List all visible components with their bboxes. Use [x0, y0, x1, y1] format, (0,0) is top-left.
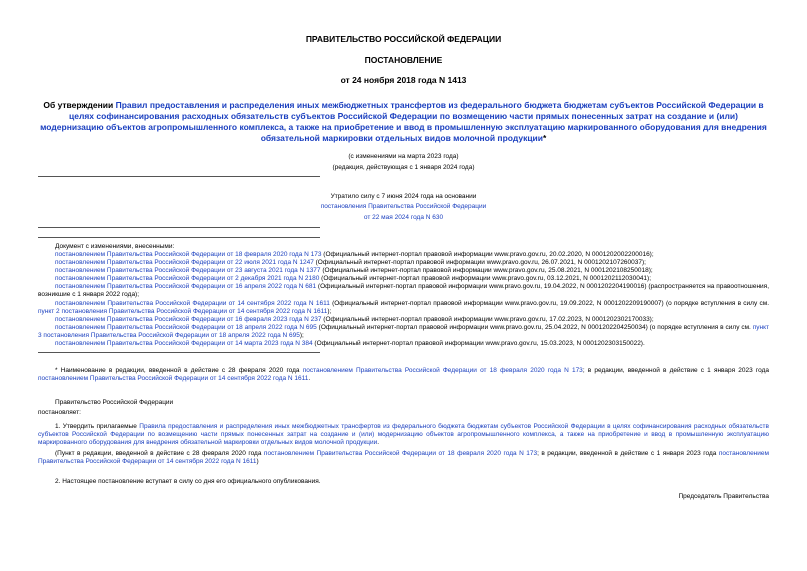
note-link-173[interactable]: постановлением Правительства Российской Федерации от 18 февраля 2020 года N 173 [263, 450, 538, 458]
title-rules-link[interactable]: Правил предоставления и распределения иных межбюджетных трансфертов из федерального бюджета бюджетам субъектов Российской Федерации в целях софинансирования расходных обязательств субъектов Российской Федерации по возмещению части прямых понесенных затрат на создание и (или) модернизацию объектов агропромышленного комплекса, а также на приобретение и ввод в промышленную эксплуатацию маркированного оборудования для внедрения обязательной маркировки отдельных видов молочной продукции [40, 99, 767, 144]
signature: Председатель Правительства [678, 492, 769, 500]
amendment-text: (Официальный интернет-портал правовой информации www.pravo.gov.ru, 19.09.2022, N 0001202209190007) (о порядке вступления в силу см. [329, 299, 770, 307]
amendment-text: (Официальный интернет-портал правовой информации www.pravo.gov.ru, 03.12.2021, N 0001202112030041); [319, 275, 652, 283]
clause-2: 2. Настоящее постановление вступает в силу со дня его официального опубликования. [55, 478, 321, 486]
amendment-text: (Официальный интернет-портал правовой информации www.pravo.gov.ru, 15.03.2023, N 0001202303150022). [312, 340, 645, 348]
divider [38, 237, 320, 238]
footnote-text: * Наименование в редакции, введенной в действие с 28 февраля 2020 года [55, 367, 303, 375]
amendment-text: (Официальный интернет-портал правовой информации www.pravo.gov.ru, 25.08.2021, N 0001202108250018); [320, 267, 653, 275]
amendment-link[interactable]: постановлением Правительства Российской Федерации от 16 февраля 2023 года N 237 [55, 315, 322, 323]
divider [38, 227, 320, 228]
footnote-text: . [308, 375, 311, 383]
clause-1-note [38, 450, 769, 466]
doc-type: ПОСТАНОВЛЕНИЕ [364, 54, 443, 65]
amendment-link[interactable]: постановлением Правительства Российской Федерации от 14 сентября 2022 года N 1611 [55, 299, 330, 307]
amendment-item [55, 340, 769, 348]
footnote-link-1611[interactable]: постановлением Правительства Российской Федерации от 14 сентября 2022 года N 1611 [38, 375, 309, 383]
amendment-text: (Официальный интернет-портал правовой информации www.pravo.gov.ru, 19.04.2022, N 0001202204190016) (распространяется на правоотношения, возникшие с 1 января 2022 года); [38, 283, 770, 299]
expired-link-2[interactable]: от 22 мая 2024 года N 630 [363, 213, 444, 221]
clause-1-rules-link[interactable]: Правила предоставления и распределения иных межбюджетных трансфертов из федерального бюджета бюджетам субъектов Российской Федерации в целях софинансирования расходных обязательств субъектов Российской Федерации по возмещению части прямых понесенных затрат на создание и (или) модернизацию объектов агропромышленного комплекса, а также на приобретение и ввод в промышленную эксплуатацию маркированного оборудования для внедрения обязательной маркировки отдельных видов молочной продукции [38, 422, 769, 447]
divider [38, 352, 320, 353]
footnote-text: ; в редакции, введенной в действие с 1 января 2023 года [582, 367, 770, 375]
amendments-intro: Документ с изменениями, внесенными: [55, 242, 175, 250]
amendment-link[interactable]: постановлением Правительства Российской Федерации от 22 июля 2021 года N 1247 [55, 258, 314, 266]
amendment-text: ); [327, 307, 332, 315]
amendment-text: (Официальный интернет-портал правовой информации www.pravo.gov.ru, 26.07.2021, N 0001202107260037); [313, 258, 646, 266]
footnote [38, 367, 769, 383]
amendment-link-secondary[interactable]: пункт 3 постановления Правительства Российской Федерации от 18 апреля 2022 года N 695 [38, 323, 769, 340]
amendment-link[interactable]: постановлением Правительства Российской Федерации от 23 августа 2021 года N 1377 [55, 267, 321, 275]
footnote-link-173[interactable]: постановлением Правительства Российской Федерации от 18 февраля 2020 года N 173 [302, 367, 583, 375]
clause-text: 1. Утвердить прилагаемые [55, 422, 140, 430]
title-suffix: * [543, 133, 547, 144]
amendment-link[interactable]: постановлением Правительства Российской Федерации от 18 апреля 2022 года N 695 [55, 323, 317, 331]
amendment-item [55, 267, 769, 275]
amendment-link-secondary[interactable]: пункт 2 постановления Правительства Российской Федерации от 14 сентября 2022 года N 1611 [38, 307, 328, 315]
amendment-text: (Официальный интернет-портал правовой информации www.pravo.gov.ru, 17.02.2023, N 0001202302170033); [321, 315, 654, 323]
edition-changes: (с изменениями на марта 2023 года) [348, 153, 459, 161]
note-link-1611[interactable]: постановлением Правительства Российской Федерации от 14 сентября 2022 года N 1611 [38, 450, 769, 466]
note-text: ; в редакции, введенной в действие с 1 января 2023 года [537, 450, 719, 458]
amendment-item [55, 316, 769, 324]
amendment-item [38, 300, 769, 316]
note-text: (Пункт в редакции, введенной в действие с 28 февраля 2020 года [55, 450, 264, 458]
edition-current: (редакция, действующая с 1 января 2024 года) [332, 164, 475, 172]
title-prefix: Об утверждении [43, 99, 116, 110]
amendment-text: (Официальный интернет-портал правовой информации www.pravo.gov.ru, 20.02.2020, N 0001202002200016); [321, 250, 654, 258]
amendment-text: ); [299, 332, 304, 340]
expired-link-1[interactable]: постановления Правительства Российской Федерации [320, 203, 487, 211]
amendment-link[interactable]: постановлением Правительства Российской Федерации от 16 апреля 2022 года N 681 [55, 283, 317, 291]
amendment-item [55, 259, 769, 267]
clause-text: . [377, 439, 380, 447]
doc-date: от 24 ноября 2018 года N 1413 [340, 75, 467, 86]
amendment-item [55, 251, 769, 259]
doc-title [38, 100, 769, 144]
amendment-text: (Официальный интернет-портал правовой информации www.pravo.gov.ru, 25.04.2022, N 0001202204250034) (о порядке вступления в силу см. [316, 323, 753, 331]
amendments-list [38, 243, 769, 349]
body-gov: Правительство Российской Федерации [55, 398, 174, 406]
amendment-link[interactable]: постановлением Правительства Российской Федерации от 14 марта 2023 года N 384 [55, 340, 313, 348]
gov-header: ПРАВИТЕЛЬСТВО РОССИЙСКОЙ ФЕДЕРАЦИИ [305, 34, 502, 44]
expired-note: Утратило силу с 7 июня 2024 года на основании [330, 193, 477, 201]
amendment-item [38, 324, 769, 340]
amendment-link[interactable]: постановлением Правительства Российской Федерации от 18 февраля 2020 года N 173 [55, 250, 322, 258]
clause-1 [38, 423, 769, 447]
note-text: ) [256, 458, 259, 466]
amendment-item [38, 283, 769, 299]
body-decides: постановляет: [38, 408, 81, 416]
amendment-link[interactable]: постановлением Правительства Российской Федерации от 2 декабря 2021 года N 2180 [55, 275, 320, 283]
divider [38, 176, 320, 177]
